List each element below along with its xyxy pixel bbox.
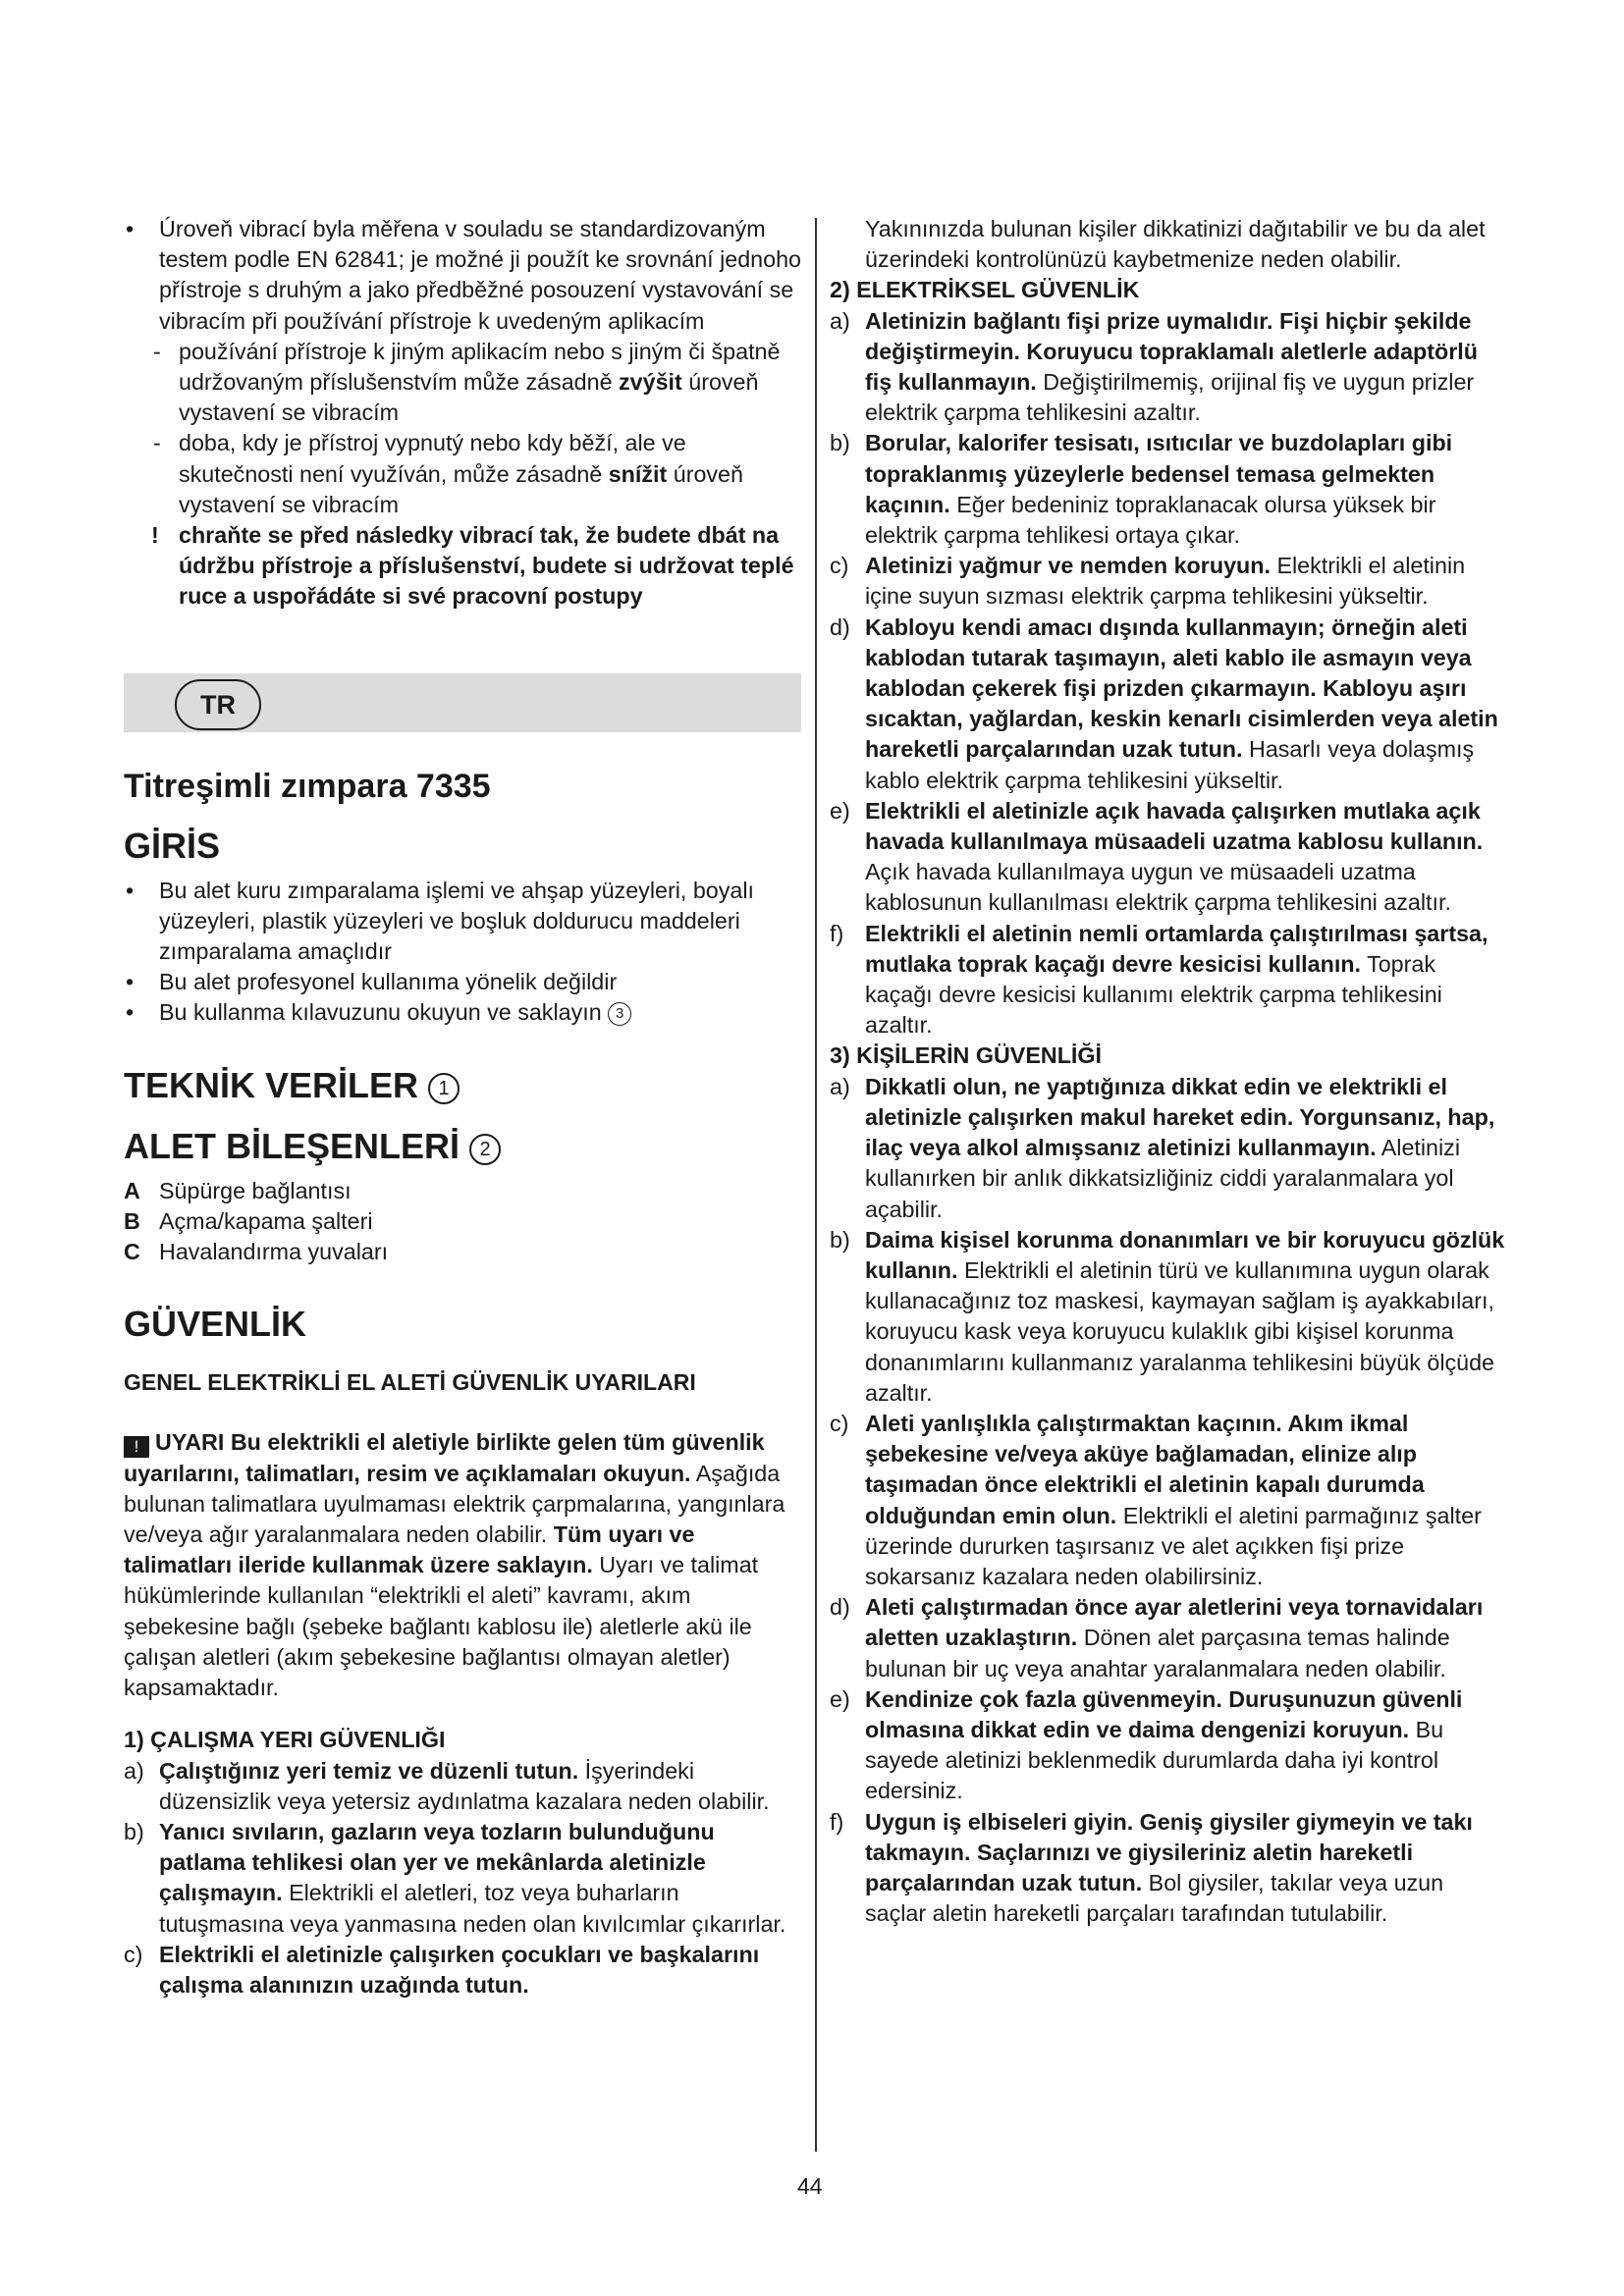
vibration-bullet: • Úroveň vibrací byla měřena v souladu se standardizovaným testem podle EN 62841; je možné ji použít ke srovnání jednoho přístroje s druhým a jako předběžné posouzení vystavování se vibracím při používání přístroje k uvedeným aplikacím [124, 214, 801, 337]
work-item: b) Yanıcı sıvıların, gazların veya tozların bulunduğunu patlama tehlikesi olan yer ve mekânlarda aletinizle çalışmayın. Elektrikli el aletleri, toz veya buharların tutuşmasına veya yanmasına neden olan kıvılcımlar çıkarırlar. [124, 1818, 786, 1937]
heading-giris: GİRİS [124, 825, 221, 866]
electrical-item: f) Elektrikli el aletinin nemli ortamlarda çalıştırılması şartsa, mutlaka toprak kaçağı devre kesicisi kullanın. Toprak kaçağı devre kesicisi kullanımı elektrik çarpma tehlikesini azaltır. [830, 920, 1489, 1039]
personal-item: d) Aleti çalıştırmadan önce ayar aletlerini veya tornavidaları aletten uzaklaştırın. Dönen alet parçasına temas halinde bulunan bir uç veya anahtar yaralanmalara neden olabilir. [830, 1594, 1484, 1682]
personal-item: c) Aleti yanlışlıkla çalıştırmaktan kaçının. Akım ikmal şebekesine ve/veya aküye bağlamadan, elinize alıp taşımadan önce elektrikli el aletinin kapalı durumda olduğundan emin olun. Elektrikli el aletini parmağınız şalter üzerinde dururken taşırsanız ve alet açıkken fişi prize sokarsanız kazalara neden olabilirsiniz. [830, 1410, 1482, 1589]
page-number: 44 [797, 2173, 823, 2199]
work-item: c) Elektrikli el aletinizle çalışırken çocukları ve başkalarını çalışma alanınızın uzağında tutun. [124, 1941, 760, 1998]
product-title: Titreşimli zımpara 7335 [124, 767, 491, 805]
electrical-item: c) Aletinizi yağmur ve nemden koruyun. Elektrikli el aletinin içine suyun sızması elektrik çarpma tehlikesini yükseltir. [830, 553, 1466, 610]
heading-general-warnings: GENEL ELEKTRİKLİ EL ALETİ GÜVENLİK UYARILARI [124, 1369, 696, 1396]
heading-work-area: 1) ÇALIŞMA YERI GÜVENLIĞI [124, 1727, 446, 1753]
column-divider [815, 218, 817, 2152]
heading-technical-data: TEKNİK VERİLER 1 [124, 1064, 801, 1107]
personal-item: e) Kendinize çok fazla güvenmeyin. Duruşunuzun güvenli olmasına dikkat edin ve daima dengenizi koruyun. Bu sayede aletinizi beklenmedik durumlarda daha iyi kontrol edersiniz. [830, 1685, 1463, 1804]
right-column [830, 214, 1507, 1929]
figure-ref: 2 [469, 1134, 501, 1165]
electrical-item: d) Kabloyu kendi amacı dışında kullanmayın; örneğin aleti kablodan tutarak taşımayın, aleti kablo ile asmayın veya kablodan çekerek fişi prizden çıkarmayın. Kabloyu aşırı sıcaktan, yağlardan, keskin kenarlı cisimlerden veya aletin hareketli parçalarından uzak tutun. Hasarlı veya dolaşmış kablo elektrik çarpma tehlikesini yükseltir. [830, 614, 1498, 793]
figure-ref: 3 [608, 1002, 631, 1026]
heading-safety: GÜVENLİK [124, 1304, 307, 1345]
heading-personal-safety: 3) KİŞİLERİN GÜVENLİĞİ [830, 1042, 1103, 1069]
warning-icon: ! [124, 1436, 149, 1458]
vibration-dash-decrease: - doba, kdy je přístroj vypnutý nebo kdy běží, ale ve skutečnosti není využíván, může zásadně snížit úroveň vystavení se vibracím [124, 428, 801, 520]
personal-item: f) Uygun iş elbiseleri giyin. Geniş giysiler giymeyin ve takı takmayın. Saçlarınızı ve giysileriniz aletin hareketli parçalarından uzak tutun. Bol giysiler, takılar veya uzun saçlar aletin hareketli parçaları tarafından tutulabilir. [830, 1808, 1473, 1927]
vibration-warning: ! chraňte se před následky vibrací tak, že budete dbát na údržbu přístroje a příslušenství, budete si udržovat teplé ruce a uspořádáte si své pracovní postupy [124, 520, 801, 613]
language-badge: TR [175, 679, 261, 730]
continued-text: Yakınınızda bulunan kişiler dikkatinizi dağıtabilir ve bu da alet üzerindeki kontrolünüzü kaybetmenize neden olabilir. [865, 216, 1486, 273]
component-item: A Süpürge bağlantısı [124, 1177, 352, 1203]
component-item: B Açma/kapama şalteri [124, 1207, 373, 1234]
heading-components: ALET BİLEŞENLERİ 2 [124, 1125, 801, 1168]
personal-item: a) Dikkatli olun, ne yaptığınıza dikkat edin ve elektrikli el aletinizle çalışırken makul hareket edin. Yorgunsanız, hap, ilaç veya alkol almışsanız aletinizi kullanmayın. Aletinizi kullanırken bir anlık dikkatsizliğiniz ciddi yaralanmalara yol açabilir. [830, 1073, 1495, 1222]
vibration-dash-increase: - používání přístroje k jiným aplikacím nebo s jiným či špatně udržovaným příslušenstvím může zásadně zvýšit úroveň vystavení se vibracím [124, 337, 801, 429]
heading-electrical-safety: 2) ELEKTRİKSEL GÜVENLİK [830, 277, 1140, 303]
electrical-item: b) Borular, kalorifer tesisatı, ısıtıcılar ve buzdolapları gibi topraklanmış yüzeylerle bedensel temasa gelmekten kaçının. Eğer bedeniniz topraklanacak olursa yüksek bir elektrik çarpma tehlikesi ortaya çıkar. [830, 430, 1453, 549]
work-item: a) Çalıştığınız yeri temiz ve düzenli tutun. İşyerindeki düzensizlik veya yetersiz aydınlatma kazalara neden olabilir. [124, 1757, 770, 1814]
intro-bullet: • Bu alet profesyonel kullanıma yönelik değildir [124, 967, 801, 997]
intro-bullet: • Bu alet kuru zımparalama işlemi ve ahşap yüzeyleri, boyalı yüzeyleri, plastik yüzeyleri ve boşluk doldurucu maddeleri zımparalama amaçlıdır [124, 876, 801, 968]
electrical-item: e) Elektrikli el aletinizle açık havada çalışırken mutlaka açık havada kullanılmaya müsaadeli uzatma kablosu kullanın. Açık havada kullanılmaya uygun ve müsaadeli uzatma kablosunun kullanılması elektrik çarpma tehlikesini azaltır. [830, 797, 1484, 916]
electrical-item: a) Aletinizin bağlantı fişi prize uymalıdır. Fişi hiçbir şekilde değiştirmeyin. Koruyucu topraklamalı aletlerle adaptörlü fiş kullanmayın. Değiştirilmemiş, orijinal fiş ve uygun prizler elektrik çarpma tehlikesini azaltır. [830, 307, 1479, 426]
personal-item: b) Daima kişisel korunma donanımları ve bir koruyucu gözlük kullanın. Elektrikli el aletinin türü ve kullanımına uygun olarak kullanacağınız toz maskesi, kaymayan sağlam iş ayakkabıları, koruyucu kask veya koruyucu kulaklık gibi kişisel korunma donanımlarını kullanmanız yaralanma tehlikesini büyük ölçüde azaltır. [830, 1226, 1505, 1406]
figure-ref: 1 [428, 1073, 460, 1104]
warning-paragraph: ! UYARI Bu elektrikli el aletiyle birlikte gelen tüm güvenlik uyarılarını, talimatları, resim ve açıklamaları okuyun. Aşağıda bulunan talimatlara uyulmaması elektrik çarpmalarına, yangınlara ve/veya ağır yaralanmalara neden olabilir. Tüm uyarı ve talimatları ileride kullanmak üzere saklayın. Uyarı ve talimat hükümlerinde kullanılan “elektrikli el aleti” kavramı, akım şebekesine bağlı (şebeke bağlantı kablosu ile) aletlerle akü ile çalışan aletleri (akım şebekesine bağlantısı olmayan aletler) kapsamaktadır. [124, 1429, 785, 1701]
component-item: C Havalandırma yuvaları [124, 1239, 389, 1265]
language-banner [124, 673, 801, 732]
intro-bullet: • Bu kullanma kılavuzunu okuyun ve saklayın 3 [124, 997, 801, 1028]
left-column [124, 214, 801, 2001]
